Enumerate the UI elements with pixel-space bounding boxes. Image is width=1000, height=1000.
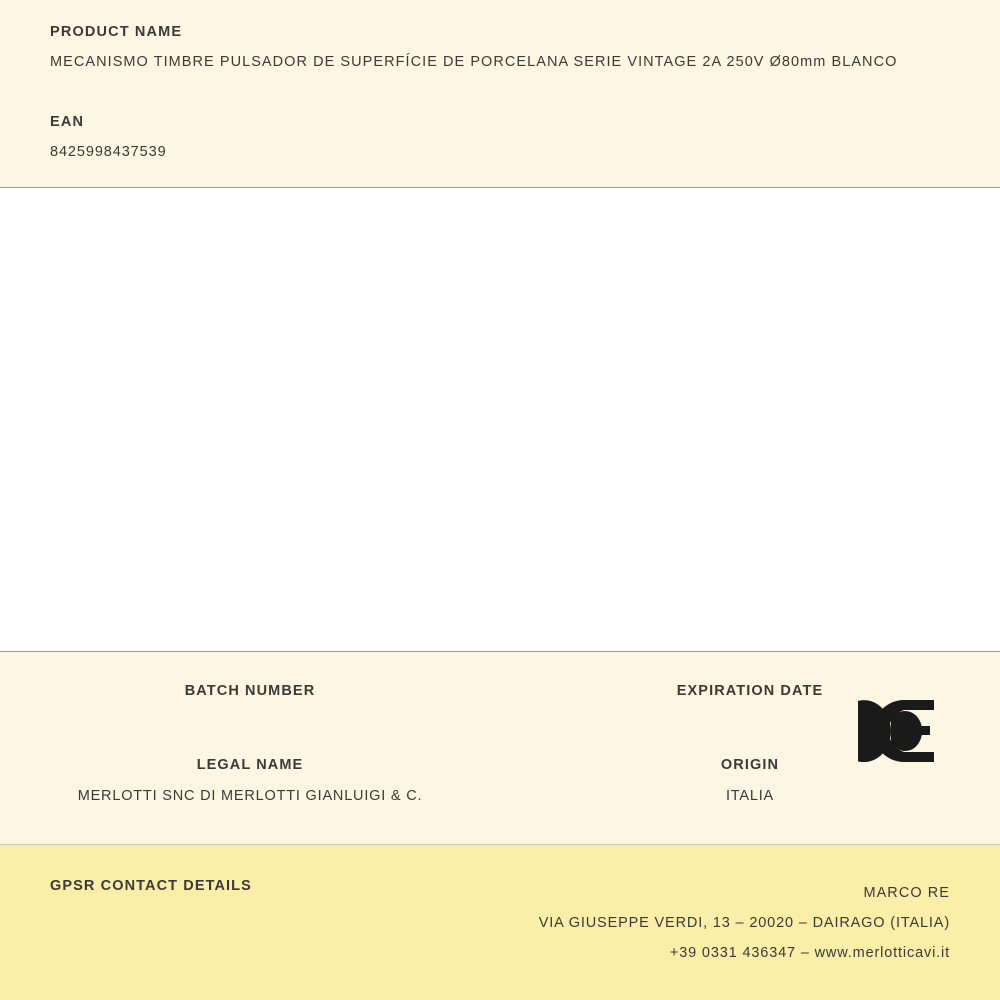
product-name-label: PRODUCT NAME: [50, 24, 183, 40]
batch-expiry-row: [0, 652, 1000, 699]
product-name-value: MECANISMO TIMBRE PULSADOR DE SUPERFÍCIE DE PORCELANA SERIE VINTAGE 2A 250V Ø80mm BLANCO: [50, 54, 898, 70]
gpsr-contact-address: VIA GIUSEPPE VERDI, 13 – 20020 – DAIRAGO (ITALIA): [538, 915, 950, 931]
legal-origin-row: [0, 699, 1000, 804]
product-info-section: [0, 0, 1000, 188]
origin-value: ITALIA: [725, 788, 775, 804]
manufacturer-info-section: [0, 652, 1000, 845]
gpsr-contact-phone-web: +39 0331 436347 – www.merlotticavi.it: [669, 945, 950, 961]
ean-value: 8425998437539: [50, 144, 167, 160]
legal-name-value: MERLOTTI SNC DI MERLOTTI GIANLUIGI & C.: [77, 788, 423, 804]
expiration-date-label: EXPIRATION DATE: [676, 683, 824, 699]
batch-number-label: BATCH NUMBER: [184, 683, 316, 699]
batch-number-column: [0, 683, 500, 699]
origin-label: ORIGIN: [720, 757, 780, 773]
gpsr-contact-name: MARCO RE: [863, 885, 950, 901]
blank-content-area: [0, 188, 1000, 652]
legal-name-column: [0, 757, 500, 804]
gpsr-contact-section: [0, 845, 1000, 1000]
ce-marking-icon: [858, 700, 948, 762]
spacer: [50, 70, 950, 114]
ean-label: EAN: [50, 114, 85, 130]
gpsr-contact-label: GPSR CONTACT DETAILS: [50, 878, 252, 894]
origin-column: [500, 757, 1000, 804]
legal-name-label: LEGAL NAME: [196, 757, 304, 773]
expiration-date-column: [500, 683, 1000, 699]
